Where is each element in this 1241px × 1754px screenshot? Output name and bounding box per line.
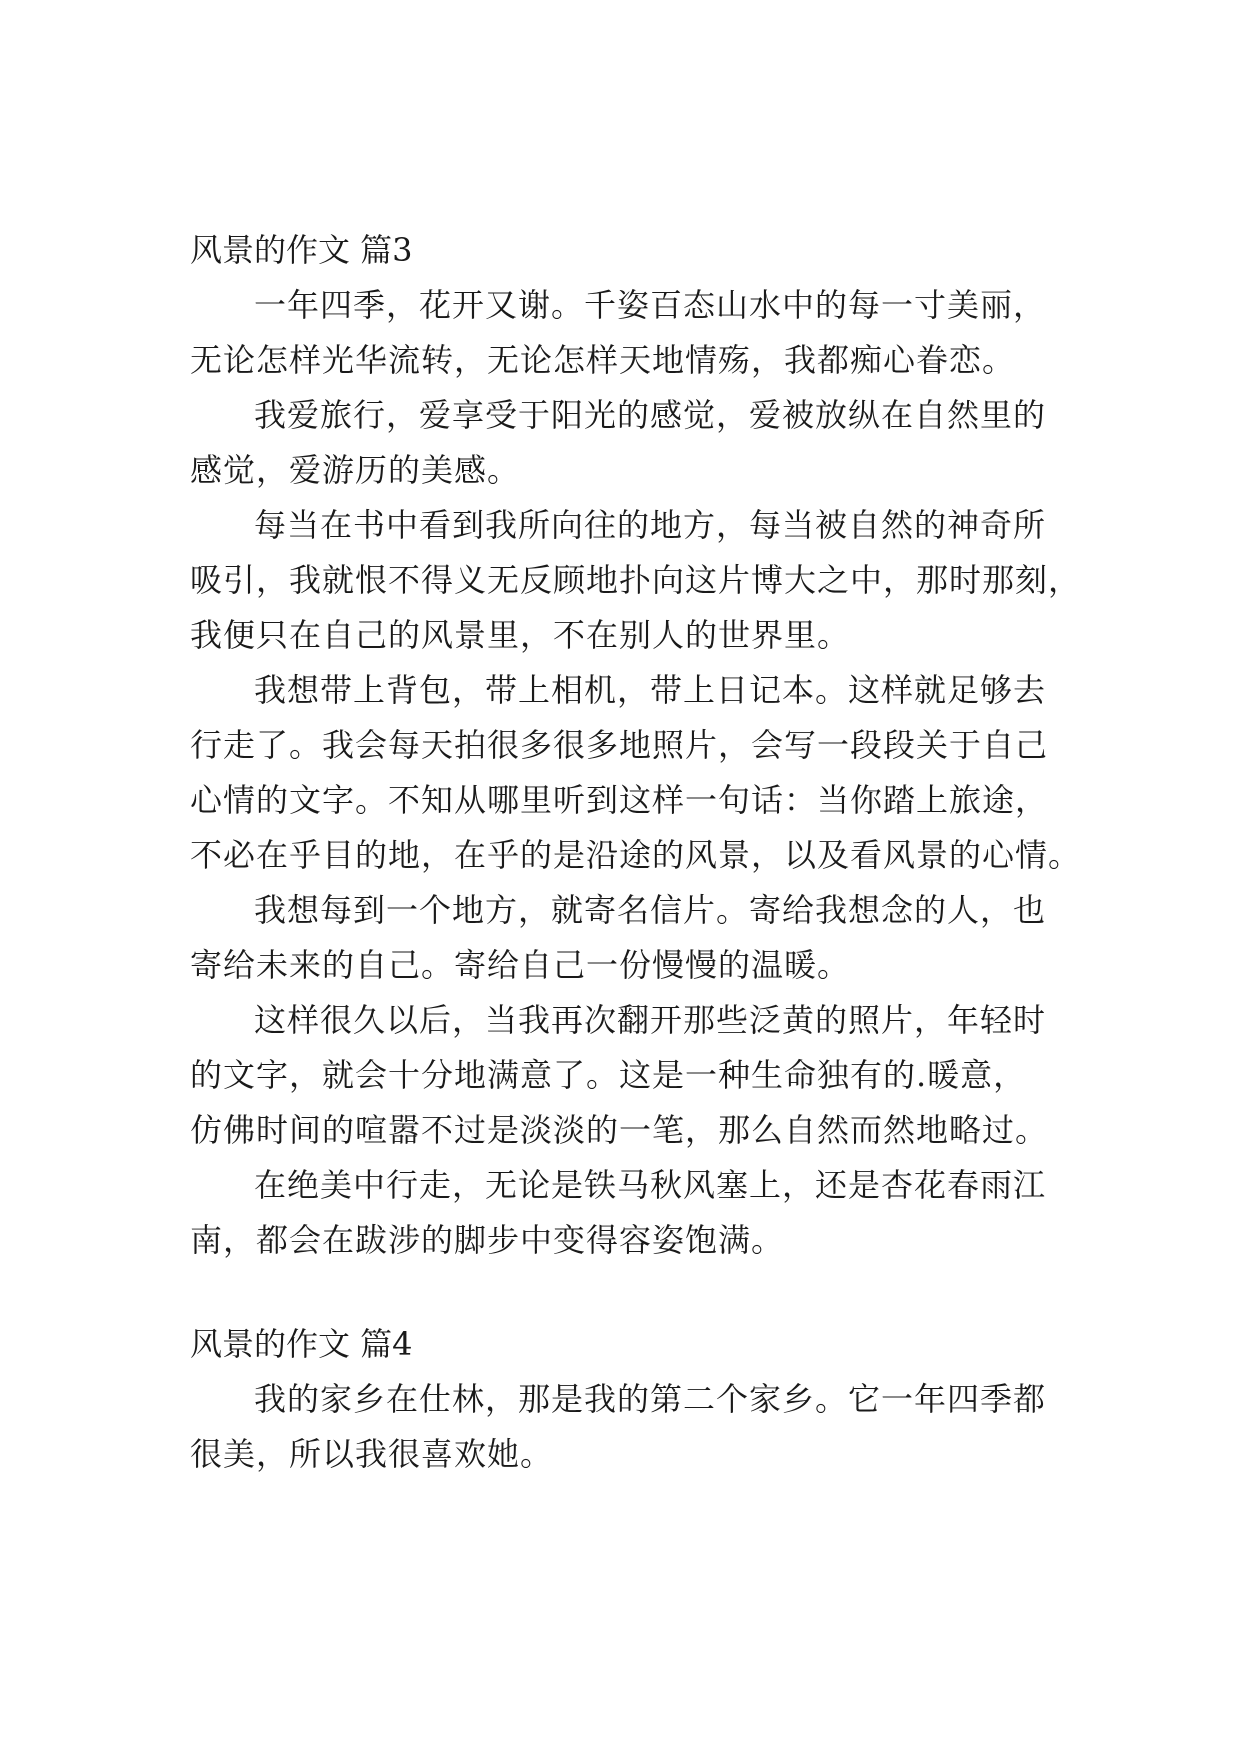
paragraph-line: 我想带上背包，带上相机，带上日记本。这样就足够去 <box>254 671 1047 709</box>
paragraph-line: 一年四季，花开又谢。千姿百态山水中的每一寸美丽， <box>254 286 1047 324</box>
paragraph-line: 不必在乎目的地，在乎的是沿途的风景，以及看风景的心情。 <box>190 836 1082 874</box>
paragraph-line: 吸引，我就恨不得义无反顾地扑向这片博大之中，那时那刻， <box>190 561 1082 599</box>
paragraph-line: 行走了。我会每天拍很多很多地照片，会写一段段关于自己 <box>190 726 1049 764</box>
paragraph-line: 感觉，爱游历的美感。 <box>190 451 521 489</box>
paragraph-line: 很美，所以我很喜欢她。 <box>190 1435 554 1473</box>
paragraph-line: 无论怎样光华流转，无论怎样天地情殇，我都痴心眷恋。 <box>190 341 1016 379</box>
paragraph-line: 在绝美中行走，无论是铁马秋风塞上，还是杏花春雨江 <box>254 1166 1047 1204</box>
paragraph-line: 我想每到一个地方，就寄名信片。寄给我想念的人，也 <box>254 891 1047 929</box>
paragraph-line: 南，都会在跋涉的脚步中变得容姿饱满。 <box>190 1221 785 1259</box>
paragraph-line: 每当在书中看到我所向往的地方，每当被自然的神奇所 <box>254 506 1047 544</box>
paragraph-line: 的文字，就会十分地满意了。这是一种生命独有的.暖意， <box>190 1056 1027 1094</box>
paragraph-line: 我爱旅行，爱享受于阳光的感觉，爱被放纵在自然里的 <box>254 396 1047 434</box>
paragraph-line: 我便只在自己的风景里，不在别人的世界里。 <box>190 616 851 654</box>
paragraph-line: 仿佛时间的喧嚣不过是淡淡的一笔，那么自然而然地略过。 <box>190 1111 1049 1149</box>
paragraph-line: 这样很久以后，当我再次翻开那些泛黄的照片，年轻时 <box>254 1001 1047 1039</box>
paragraph-line: 寄给未来的自己。寄给自己一份慢慢的温暖。 <box>190 946 851 984</box>
paragraph-line: 心情的文字。不知从哪里听到这样一句话：当你踏上旅途， <box>190 781 1049 819</box>
section-title: 风景的作文 篇4 <box>190 1325 413 1363</box>
paragraph-line: 我的家乡在仕林，那是我的第二个家乡。它一年四季都 <box>254 1380 1047 1418</box>
section-title: 风景的作文 篇3 <box>190 231 413 269</box>
